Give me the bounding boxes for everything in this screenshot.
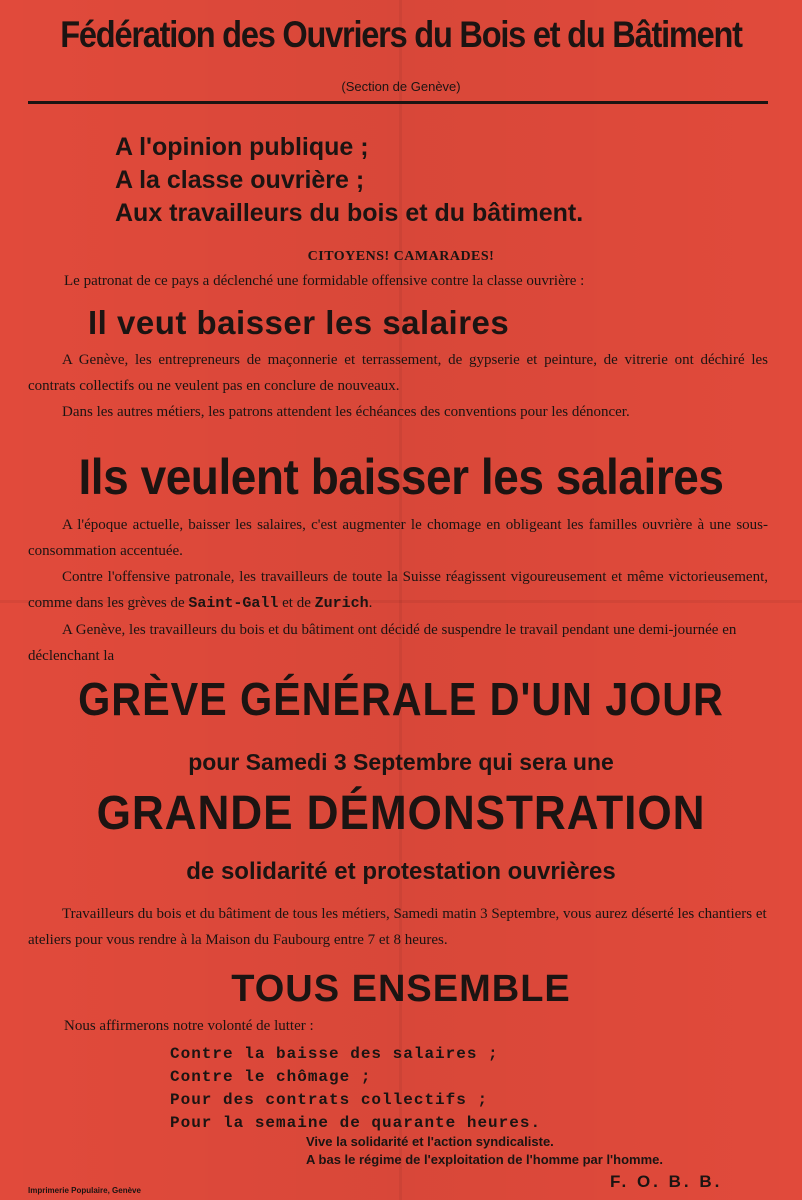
- printer-credit: Imprimerie Populaire, Genève: [28, 1186, 141, 1195]
- title-rule: [28, 101, 768, 104]
- solidarity-line: de solidarité et protestation ouvrières: [186, 858, 616, 885]
- heading-one: Il veut baisser les salaires: [88, 304, 510, 341]
- paragraph-block-two: [28, 512, 768, 669]
- intro-sentence: Le patronat de ce pays a déclenché une formidable offensive contre la classe ouvrière :: [64, 273, 585, 289]
- poster-subtitle: (Section de Genève): [341, 79, 461, 94]
- call-paragraph-block: [28, 901, 768, 953]
- period-text: .: [368, 595, 373, 611]
- closing-line-1: Vive la solidarité et l'action syndicaliste.: [306, 1134, 554, 1149]
- paragraph-block-one: [28, 347, 768, 425]
- paragraph-geneva-decision: A Genève, les travailleurs du bois et du bâtiment ont décidé de suspendre le travail pendant une demi-journée en déclenchant la: [28, 622, 737, 664]
- paragraph-masonry: A Genève, les entrepreneurs de maçonnerie et terrassement, de gypserie et peinture, de vitrerie ont déchiré les contrats collectifs ou ne veulent pas en conclure de nouveaux.: [28, 352, 768, 394]
- demand-item: Contre la baisse des salaires ;: [170, 1045, 499, 1063]
- address-line-2: A la classe ouvrière ;: [115, 166, 365, 194]
- paragraph-swiss-strikes: [28, 564, 768, 617]
- call-paragraph: Travailleurs du bois et du bâtiment de tous les métiers, Samedi matin 3 Septembre, vous aurez déserté les chantiers et ateliers pour vous rendre à la Maison du Faubourg entre 7 et 8 heures.: [28, 906, 767, 948]
- demonstration-title: GRANDE DÉMONSTRATION: [96, 787, 706, 840]
- affirm-line: Nous affirmerons notre volonté de lutter :: [64, 1018, 314, 1034]
- address-line-1: A l'opinion publique ;: [115, 133, 369, 161]
- strike-title: GRÈVE GÉNÉRALE D'UN JOUR: [78, 673, 724, 725]
- strike-date-line: pour Samedi 3 Septembre qui sera une: [188, 749, 614, 775]
- demand-item: Pour la semaine de quarante heures.: [170, 1114, 542, 1132]
- city-saint-gall: Saint-Gall: [188, 595, 279, 612]
- city-zurich: Zurich: [314, 595, 369, 612]
- demand-item: Pour des contrats collectifs ;: [170, 1091, 489, 1109]
- heading-two: Ils veulent baisser les salaires: [78, 449, 724, 505]
- connector-text: et de: [278, 595, 315, 611]
- together-title: TOUS ENSEMBLE: [231, 968, 571, 1010]
- demand-item: Contre le chômage ;: [170, 1068, 372, 1086]
- greeting: CITOYENS! CAMARADES!: [307, 249, 495, 264]
- address-line-3: Aux travailleurs du bois et du bâtiment.: [115, 199, 584, 227]
- poster-title: Fédération des Ouvriers du Bois et du Bâtiment: [60, 14, 742, 55]
- paragraph-other-trades: Dans les autres métiers, les patrons attendent les échéances des conventions pour les dénoncer.: [62, 404, 630, 420]
- swiss-strikes-text: Contre l'offensive patronale, les travailleurs de toute la Suisse réagissent vigoureusement et même victorieusement, comme dans les grèves de: [28, 569, 768, 611]
- closing-line-2: A bas le régime de l'exploitation de l'homme par l'homme.: [306, 1152, 663, 1167]
- signature: F. O. B. B.: [610, 1172, 723, 1191]
- paragraph-unemployment: A l'époque actuelle, baisser les salaires, c'est augmenter le chomage en obligeant les familles ouvrière à une sous-consommation accentuée.: [28, 517, 768, 559]
